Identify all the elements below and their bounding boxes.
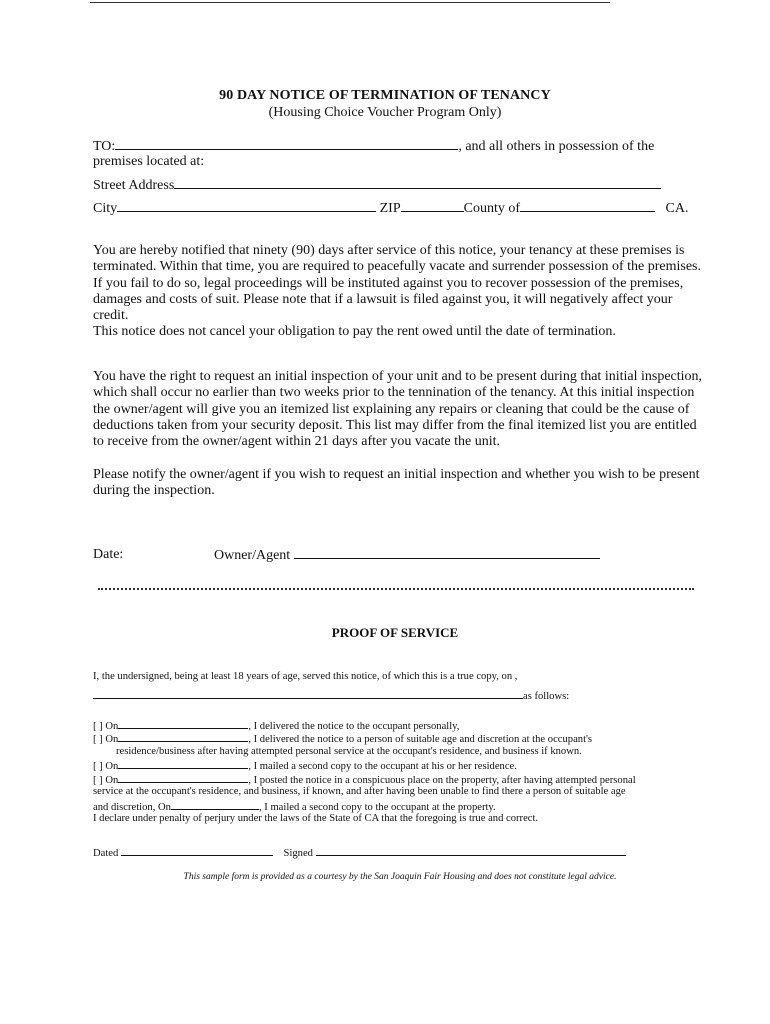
rent-obligation-paragraph: This notice does not cancel your obligation to pay the rent owed until the date of termination. — [93, 324, 616, 339]
owner-agent-blank[interactable] — [294, 546, 600, 559]
proof-of-service-title: PROOF OF SERVICE — [331, 625, 459, 640]
mailed-date-blank[interactable] — [118, 758, 248, 769]
dotted-separator — [98, 588, 694, 590]
option-posted-text: , I posted the notice in a conspicuous place on the property, after having attempted personal — [248, 775, 636, 786]
to-label: TO: — [93, 139, 116, 154]
zip-blank[interactable] — [401, 199, 464, 212]
premises-line: premises located at: — [93, 154, 205, 169]
option-substitute-continued: residence/business after having attempted personal service at the occupant's residence, and business if known. — [116, 746, 582, 757]
checkbox-personal: [ ] On — [93, 721, 119, 732]
inspection-paragraph: You have the right to request an initial inspection of your unit and to be present during that initial inspection, which shall occur no earlier than two weeks prior to the tennination of the tenancy. At this initial inspection the owner/agent will give you an itemized list explaining any repairs or cleaning that could be the cause of deductions taken from your security deposit. This list may differ from the final itemized list you are entitled to receive from the owner/agent within 21 days after you vacate the unit. — [93, 369, 703, 450]
signed-label: Signed — [283, 848, 313, 859]
proof-intro: I, the undersigned, being at least 18 years of age, served this notice, of which this is a true copy, on , — [93, 671, 518, 682]
document-subtitle: (Housing Choice Voucher Program Only) — [268, 105, 502, 120]
option-mailed-text: , I mailed a second copy to the occupant at his or her residence. — [248, 761, 517, 772]
checkbox-posted: [ ] On — [93, 775, 119, 786]
county-label: County of — [463, 201, 521, 216]
street-label: Street Address — [93, 178, 175, 193]
dated-blank[interactable] — [121, 845, 273, 856]
posted-mail-text: , I mailed a second copy to the occupant at the property. — [258, 802, 496, 813]
dated-label: Dated — [93, 848, 119, 859]
termination-paragraph: You are hereby notified that ninety (90) days after service of this notice, your tenancy at these premises is terminated. Within that time, you are required to peacefully vacate and surrender possession of the premises. If you fail to do so, legal proceedings will be instituted against you to recover possession of the premises, damages and costs of suit. Please note that if a lawsuit is filed against you, it will negatively affect your credit. — [93, 243, 701, 324]
option-posted-continued: service at the occupant's residence, and business, if known, and after having been unable to find there a person of suitable age — [93, 786, 626, 797]
street-blank[interactable] — [174, 176, 661, 189]
city-label: City — [93, 201, 118, 216]
state-suffix: CA. — [665, 201, 689, 216]
as-follows-line — [93, 688, 569, 704]
perjury-declaration: I declare under penalty of perjury under the laws of the State of CA that the foregoing is true and correct. — [93, 813, 539, 824]
service-date-blank[interactable] — [93, 688, 523, 699]
substitute-date-blank[interactable] — [118, 731, 248, 742]
city-blank[interactable] — [117, 199, 376, 212]
discretion-label: and discretion, On — [93, 802, 171, 813]
document-title: 90 DAY NOTICE OF TERMINATION OF TENANCY — [219, 88, 551, 103]
county-blank[interactable] — [520, 199, 655, 212]
to-suffix: , and all others in possession of the — [458, 139, 655, 154]
footer-disclaimer: This sample form is provided as a courtesy by the San Joaquin Fair Housing and does not constitute legal advice. — [183, 872, 617, 882]
posted-date-blank[interactable] — [118, 772, 248, 783]
date-label: Date: — [93, 547, 124, 562]
checkbox-substitute: [ ] On — [93, 734, 119, 745]
owner-agent-label: Owner/Agent — [214, 548, 291, 563]
as-follows-label: as follows: — [523, 691, 570, 702]
dated-signed-line — [93, 845, 626, 861]
option-substitute-text: , I delivered the notice to a person of suitable age and discretion at the occupant's — [248, 734, 593, 745]
top-rule — [90, 2, 610, 3]
signed-blank[interactable] — [316, 845, 626, 856]
street-line — [93, 176, 661, 194]
option-personal-text: , I delivered the notice to the occupant personally, — [248, 721, 460, 732]
notify-paragraph: Please notify the owner/agent if you wish to request an initial inspection and whether you wish to be present during the inspection. — [93, 467, 700, 499]
zip-label: ZIP — [379, 201, 401, 216]
personal-date-blank[interactable] — [118, 718, 248, 729]
owner-agent-line — [214, 546, 600, 564]
to-blank[interactable] — [115, 137, 458, 150]
city-line — [93, 199, 688, 217]
checkbox-mailed: [ ] On — [93, 761, 119, 772]
posted-mail-date-blank[interactable] — [171, 799, 259, 810]
